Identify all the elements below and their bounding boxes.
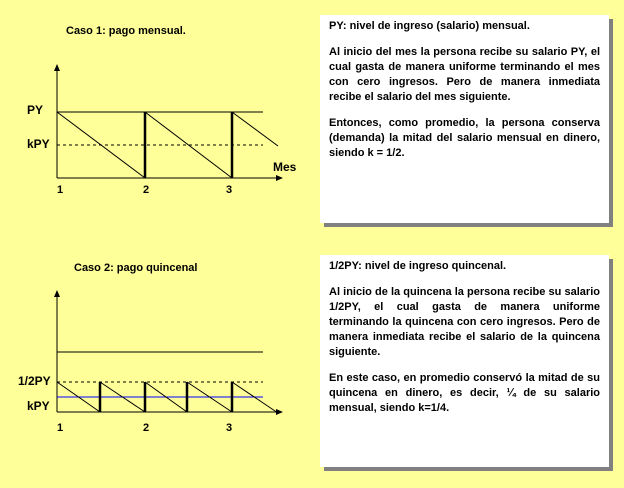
case2-paragraph-2: En este caso, en promedio conservó la mitad de su quincena en dinero, es decir, ¼ de su salario mensual, siendo k=1/4.: [329, 372, 600, 414]
case2-kpy-label: kPY: [27, 399, 50, 413]
case1-tick-3: 3: [226, 184, 233, 196]
case2-paragraph-1: Al inicio de la quincena la persona recibe su salario 1/2PY, el cual gasta de manera uniforme terminando la quincena con cero ingresos. Pero de manera inmediata recibe el salario de la quincena siguiente.: [329, 286, 600, 358]
case1-heading: PY: nivel de ingreso (salario) mensual.: [329, 20, 530, 32]
case1-py-label: PY: [27, 103, 44, 117]
case1-paragraph-1: Al inicio del mes la persona recibe su salario PY, el cual gasta de manera uniforme terminando el mes con cero ingresos. Pero de manera inmediata recibe el salario del mes siguiente.: [329, 46, 600, 103]
case2-title: Caso 2: pago quincenal: [74, 262, 198, 274]
case1-x-axis-label: Mes: [273, 160, 297, 174]
case2-y-axis-arrow: [54, 290, 60, 297]
case2-explanation-box: [320, 255, 609, 467]
case2-half-py-label: 1/2PY: [18, 374, 51, 388]
case1-paragraph-2: Entonces, como promedio, la persona conserva (demanda) la mitad del salario mensual en dinero, siendo k = 1/2.: [329, 117, 600, 159]
case2-tick-3: 3: [226, 422, 233, 434]
case1-kpy-label: kPY: [27, 137, 50, 151]
case2-heading: 1/2PY: nivel de ingreso quincenal.: [329, 260, 507, 272]
case2-tick-1: 1: [57, 422, 64, 434]
case1-tick-2: 2: [143, 184, 150, 196]
case1-title: Caso 1: pago mensual.: [66, 25, 186, 37]
case2-tick-2: 2: [143, 422, 150, 434]
case1-tick-1: 1: [57, 184, 64, 196]
